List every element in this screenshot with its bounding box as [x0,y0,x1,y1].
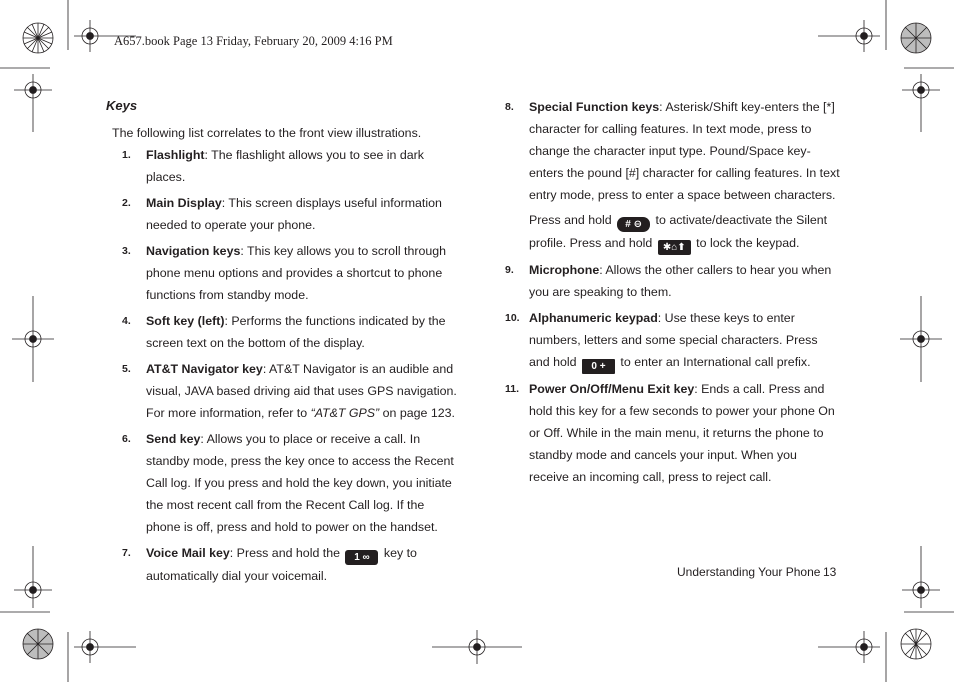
subparagraph-text: to lock the keypad. [692,236,800,250]
item-number: 5. [122,363,131,375]
list-item [112,192,462,236]
right-column [505,96,840,492]
item-text: : Asterisk/Shift key-enters the [*] character for calling features. In text mode, press to change the character input type. Pound/Space key-enters the pound [#] character for calling features. In text entry mode, press to enter a space between characters. [529,100,840,202]
item-text: : This screen displays useful information needed to operate your phone. [146,196,442,232]
item-text: : Ends a call. Press and hold this key for a few seconds to power your phone On or Off. While in the main menu, it returns the phone to standby mode and cancels your input. When you receive an incoming call, press to reject call. [529,382,835,484]
list-item [505,259,840,303]
item-number: 1. [122,149,131,161]
item-text-end: key to automatically dial your voicemail. [146,546,417,583]
item-subparagraph [529,209,840,255]
item-number: 10. [505,312,520,324]
item-term: Main Display [146,196,222,210]
list-item [505,378,840,488]
item-term: Alphanumeric keypad [529,311,658,325]
item-text: : Allows you to place or receive a call. In standby mode, press the key once to access the Recent Call log. If you press and hold the key down, you initiate the most recent call from the Recent Call log. If the phone is off, press and hold to power on the handset. [146,432,454,534]
item-number: 8. [505,101,514,113]
registration-mark-right-lower [894,546,954,616]
list-item [112,310,462,354]
item-text: : Allows the other callers to hear you when you are speaking to them. [529,263,832,299]
item-term: Microphone [529,263,600,277]
item-term: AT&T Navigator key [146,362,263,376]
star-key-icon: ✱⌂⬆ [658,240,691,255]
item-text: : AT&T Navigator is an audible and visual, JAVA based driving aid that uses GPS navigation. For more information, refer to [146,362,457,420]
item-text-end: on page 123. [379,406,455,420]
registration-mark-bottom-center [430,630,526,682]
registration-mark-left-lower [0,546,60,616]
registration-mark-left-middle [0,296,60,382]
section-title: Keys [106,98,138,113]
item-term: Soft key (left) [146,314,225,328]
footer-section-title: Understanding Your Phone [677,565,821,579]
item-text: : This key allows you to scroll through phone menu options and provides a shortcut to phone functions from standby mode. [146,244,447,302]
print-header: A657.book Page 13 Friday, February 20, 2009 4:16 PM [114,34,393,48]
item-number: 11. [505,383,520,395]
item-term: Flashlight [146,148,205,162]
zero-plus-key-icon: 0 + [582,359,615,374]
item-number: 6. [122,433,131,445]
item-text: : Use these keys to enter numbers, letters and some special characters. Press and hold [529,311,818,369]
item-number: 3. [122,245,131,257]
item-term: Voice Mail key [146,546,230,560]
item-number: 2. [122,197,131,209]
item-number: 9. [505,264,514,276]
item-term: Navigation keys [146,244,241,258]
pound-key-icon: # ⊖ [617,217,650,232]
cross-reference-link[interactable]: “AT&T GPS” [310,406,380,420]
item-number: 7. [122,547,131,559]
list-item [112,358,462,424]
item-term: Send key [146,432,201,446]
registration-mark-left-upper [0,66,60,136]
item-text: : Press and hold the [229,546,344,560]
registration-mark-right-middle [894,296,954,382]
voicemail-key-icon: 1 ∞ [345,550,378,565]
page-number: 13 [823,565,837,579]
registration-mark-bottom-right [814,610,954,682]
list-item [112,240,462,306]
item-term: Power On/Off/Menu Exit key [529,382,695,396]
list-item [112,144,462,188]
list-item [505,307,840,374]
intro-text: The following list correlates to the front view illustrations. [112,126,422,140]
left-column [106,96,462,591]
item-text: : The flashlight allows you to see in dark places. [146,148,424,184]
item-number: 4. [122,315,131,327]
list-item [112,542,462,587]
registration-mark-bottom-left [0,610,140,682]
item-term: Special Function keys [529,100,660,114]
item-text: : Performs the functions indicated by the screen text on the bottom of the display. [146,314,446,350]
list-item [112,428,462,538]
registration-mark-right-upper [894,66,954,136]
list-item [505,96,840,255]
item-text-end: to enter an International call prefix. [616,355,811,369]
subparagraph-text: to activate/deactivate the Silent profile. Press and hold [529,213,828,250]
subparagraph-text: Press and hold [529,213,616,227]
